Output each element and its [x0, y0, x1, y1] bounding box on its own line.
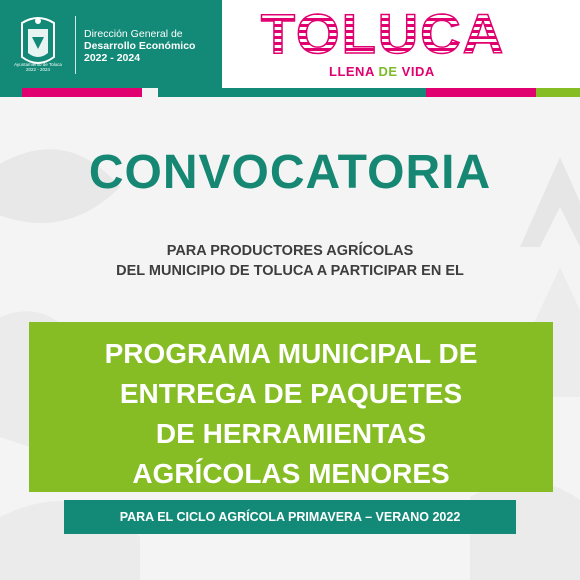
direction-line-2: Desarrollo Económico: [84, 40, 196, 52]
stripe-segment: [158, 88, 426, 97]
tagline: [329, 64, 439, 79]
intro-line-2: DEL MUNICIPIO DE TOLUCA A PARTICIPAR EN EL: [116, 263, 464, 279]
toluca-brand-text: TOLUCA: [260, 6, 506, 60]
tagline-de: DE: [378, 64, 398, 79]
tagline-vida: VIDA: [401, 64, 435, 79]
program-line-2: ENTREGA DE PAQUETES: [119, 378, 463, 409]
header-divider: [75, 16, 76, 74]
seal-caption: [8, 62, 68, 72]
program-line-4: AGRÍCOLAS MENORES: [132, 458, 450, 489]
stripe-segment: [426, 88, 536, 97]
program-title: [29, 334, 553, 494]
cycle-badge: PARA EL CICLO AGRÍCOLA PRIMAVERA – VERANO 2022: [64, 500, 516, 534]
program-line-1: PROGRAMA MUNICIPAL DE: [104, 338, 478, 369]
intro-text: [0, 241, 580, 281]
stripe-segment: [536, 88, 580, 97]
toluca-logo: [252, 6, 514, 60]
page-title: CONVOCATORIA: [88, 146, 492, 199]
direction-line-3: 2022 - 2024: [84, 52, 141, 64]
intro-line-1: PARA PRODUCTORES AGRÍCOLAS: [166, 243, 414, 259]
stripe-segment: [22, 88, 142, 97]
tagline-llena: LLENA: [329, 64, 375, 79]
stripe-gap: [142, 88, 158, 97]
seal-caption-years: 2022 - 2024: [25, 67, 51, 72]
direction-text: [84, 28, 195, 64]
stripe-segment: [0, 88, 22, 97]
seal-caption-name: Ayuntamiento de Toluca: [14, 62, 62, 67]
program-line-3: DE HERRAMIENTAS: [155, 418, 427, 449]
direction-line-1: Dirección General de: [84, 28, 183, 40]
